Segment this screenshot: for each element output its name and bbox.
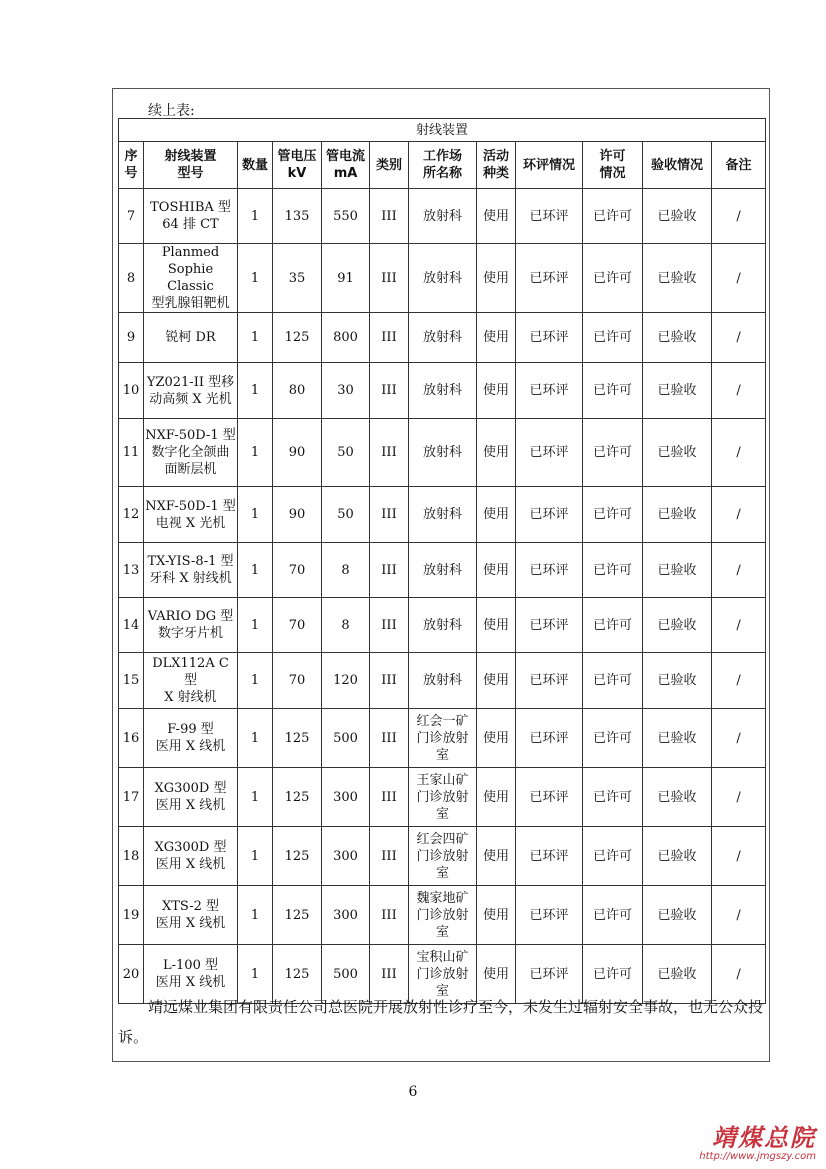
table-cell: TOSHIBA 型 64 排 CT: [144, 189, 238, 244]
column-header: 射线装置 型号: [144, 142, 238, 189]
table-cell: /: [712, 244, 766, 313]
table-cell: 已验收: [643, 768, 712, 827]
table-cell: 125: [273, 886, 322, 945]
table-row: [119, 487, 766, 543]
table-cell: 放射科: [409, 653, 477, 709]
table-row: [119, 886, 766, 945]
table-row: [119, 189, 766, 244]
table-cell: 9: [119, 313, 144, 363]
table-cell: 使用: [477, 363, 516, 419]
table-cell: /: [712, 709, 766, 768]
table-cell: 16: [119, 709, 144, 768]
table-row: [119, 363, 766, 419]
table-cell: 已验收: [643, 709, 712, 768]
table-cell: 30: [322, 363, 370, 419]
table-cell: 20: [119, 945, 144, 1004]
table-cell: 已许可: [583, 827, 643, 886]
table-cell: /: [712, 363, 766, 419]
table-cell: 300: [322, 886, 370, 945]
table-cell: 使用: [477, 886, 516, 945]
table-cell: III: [370, 543, 409, 598]
table-cell: 魏家地矿 门诊放射 室: [409, 886, 477, 945]
table-cell: III: [370, 313, 409, 363]
table-cell: III: [370, 653, 409, 709]
table-cell: 已验收: [643, 363, 712, 419]
table-cell: 使用: [477, 598, 516, 653]
table-cell: 已许可: [583, 709, 643, 768]
table-cell: 1: [238, 709, 273, 768]
table-cell: 8: [322, 598, 370, 653]
table-cell: 使用: [477, 419, 516, 487]
table-cell: 19: [119, 886, 144, 945]
table-cell: 已验收: [643, 653, 712, 709]
table-cell: 1: [238, 543, 273, 598]
table-cell: 1: [238, 313, 273, 363]
table-cell: 1: [238, 827, 273, 886]
table-cell: 放射科: [409, 487, 477, 543]
table-cell: 18: [119, 827, 144, 886]
table-cell: 已验收: [643, 827, 712, 886]
table-cell: 13: [119, 543, 144, 598]
table-cell: 125: [273, 313, 322, 363]
table-cell: 10: [119, 363, 144, 419]
table-cell: 90: [273, 419, 322, 487]
table-cell: 1: [238, 363, 273, 419]
table-cell: /: [712, 189, 766, 244]
column-header: 管电压 kV: [273, 142, 322, 189]
table-cell: 8: [322, 543, 370, 598]
table-cell: VARIO DG 型 数字牙片机: [144, 598, 238, 653]
table-row: [119, 653, 766, 709]
table-cell: 已验收: [643, 487, 712, 543]
table-cell: NXF-50D-1 型 数字化全颌曲 面断层机: [144, 419, 238, 487]
column-header: 许可 情况: [583, 142, 643, 189]
table-cell: 已验收: [643, 189, 712, 244]
column-header: 环评情况: [516, 142, 583, 189]
table-cell: 8: [119, 244, 144, 313]
table-cell: 70: [273, 653, 322, 709]
column-header: 验收情况: [643, 142, 712, 189]
table-cell: 已验收: [643, 945, 712, 1004]
table-cell: /: [712, 543, 766, 598]
table-cell: 使用: [477, 543, 516, 598]
table-cell: 使用: [477, 945, 516, 1004]
table-cell: 使用: [477, 487, 516, 543]
table-cell: 已许可: [583, 543, 643, 598]
table-row: [119, 543, 766, 598]
table-row: [119, 598, 766, 653]
table-cell: 已许可: [583, 313, 643, 363]
table-cell: 已环评: [516, 244, 583, 313]
table-cell: 125: [273, 945, 322, 1004]
table-cell: 红会一矿 门诊放射 室: [409, 709, 477, 768]
table-cell: III: [370, 189, 409, 244]
column-header: 管电流 mA: [322, 142, 370, 189]
column-header: 序 号: [119, 142, 144, 189]
column-header: 活动 种类: [477, 142, 516, 189]
table-cell: /: [712, 827, 766, 886]
table-cell: 已许可: [583, 244, 643, 313]
table-cell: 放射科: [409, 598, 477, 653]
table-cell: III: [370, 709, 409, 768]
watermark-url: http://www.jmgszy.com: [699, 1151, 816, 1162]
table-cell: 500: [322, 709, 370, 768]
table-cell: YZ021-II 型移 动高频 X 光机: [144, 363, 238, 419]
table-cell: III: [370, 886, 409, 945]
table-cell: /: [712, 886, 766, 945]
column-header: 数量: [238, 142, 273, 189]
table-row: [119, 768, 766, 827]
table-cell: 125: [273, 827, 322, 886]
table-row: [119, 709, 766, 768]
table-caption: 射线装置: [119, 119, 766, 142]
radiation-device-table: [118, 118, 766, 1004]
table-cell: 已环评: [516, 827, 583, 886]
table-cell: 90: [273, 487, 322, 543]
table-cell: /: [712, 487, 766, 543]
table-cell: 已许可: [583, 419, 643, 487]
table-cell: 已许可: [583, 363, 643, 419]
table-cell: 已许可: [583, 945, 643, 1004]
table-cell: 50: [322, 487, 370, 543]
table-cell: 已环评: [516, 543, 583, 598]
table-cell: F-99 型 医用 X 线机: [144, 709, 238, 768]
column-header: 工作场 所名称: [409, 142, 477, 189]
table-cell: XG300D 型 医用 X 线机: [144, 768, 238, 827]
table-cell: /: [712, 768, 766, 827]
table-cell: DLX112A C 型 X 射线机: [144, 653, 238, 709]
table-cell: 70: [273, 543, 322, 598]
table-cell: 已验收: [643, 886, 712, 945]
table-cell: III: [370, 945, 409, 1004]
table-cell: 放射科: [409, 543, 477, 598]
table-cell: TX-YIS-8-1 型 牙科 X 射线机: [144, 543, 238, 598]
table-cell: 17: [119, 768, 144, 827]
page-number: 6: [408, 1084, 418, 1100]
table-cell: III: [370, 827, 409, 886]
table-cell: 已许可: [583, 886, 643, 945]
table-row: [119, 313, 766, 363]
table-cell: 已验收: [643, 419, 712, 487]
table-header-row: [119, 142, 766, 189]
table-cell: 使用: [477, 244, 516, 313]
table-cell: 王家山矿 门诊放射 室: [409, 768, 477, 827]
table-cell: 14: [119, 598, 144, 653]
table-cell: 使用: [477, 189, 516, 244]
table-cell: III: [370, 363, 409, 419]
table-cell: 已环评: [516, 313, 583, 363]
table-cell: 11: [119, 419, 144, 487]
table-cell: 放射科: [409, 313, 477, 363]
table-cell: 放射科: [409, 419, 477, 487]
table-cell: 1: [238, 768, 273, 827]
table-cell: NXF-50D-1 型 电视 X 光机: [144, 487, 238, 543]
table-cell: III: [370, 768, 409, 827]
table-cell: 125: [273, 768, 322, 827]
table-cell: 135: [273, 189, 322, 244]
table-cell: XTS-2 型 医用 X 线机: [144, 886, 238, 945]
table-cell: 70: [273, 598, 322, 653]
table-cell: /: [712, 313, 766, 363]
table-cell: 放射科: [409, 244, 477, 313]
table-cell: 1: [238, 189, 273, 244]
column-header: 备注: [712, 142, 766, 189]
table-cell: 已环评: [516, 598, 583, 653]
table-cell: 300: [322, 827, 370, 886]
table-cell: 已环评: [516, 886, 583, 945]
table-cell: 使用: [477, 768, 516, 827]
table-cell: 15: [119, 653, 144, 709]
table-cell: 已许可: [583, 768, 643, 827]
table-cell: 红会四矿 门诊放射 室: [409, 827, 477, 886]
watermark-title: 靖煤总院: [712, 1124, 816, 1152]
table-cell: 50: [322, 419, 370, 487]
table-row: [119, 827, 766, 886]
table-cell: 已环评: [516, 419, 583, 487]
table-cell: 1: [238, 945, 273, 1004]
table-cell: 放射科: [409, 363, 477, 419]
table-cell: 300: [322, 768, 370, 827]
table-cell: 已环评: [516, 487, 583, 543]
table-cell: 80: [273, 363, 322, 419]
table-cell: 已许可: [583, 189, 643, 244]
table-cell: 已许可: [583, 653, 643, 709]
table-cell: III: [370, 487, 409, 543]
table-cell: 12: [119, 487, 144, 543]
table-cell: 已环评: [516, 189, 583, 244]
table-cell: 120: [322, 653, 370, 709]
table-cell: /: [712, 653, 766, 709]
table-cell: III: [370, 598, 409, 653]
table-cell: 1: [238, 244, 273, 313]
table-cell: 已验收: [643, 598, 712, 653]
table-cell: 1: [238, 886, 273, 945]
table-cell: 使用: [477, 313, 516, 363]
table-cell: 已环评: [516, 363, 583, 419]
watermark-logo: [699, 1118, 816, 1162]
table-cell: L-100 型 医用 X 线机: [144, 945, 238, 1004]
table-cell: 使用: [477, 709, 516, 768]
table-cell: /: [712, 419, 766, 487]
table-body: [119, 189, 766, 1004]
table-cell: 放射科: [409, 189, 477, 244]
table-cell: 已验收: [643, 244, 712, 313]
table-cell: Planmed Sophie Classic 型乳腺钼靶机: [144, 244, 238, 313]
continued-label: 续上表:: [148, 103, 195, 119]
table-cell: 125: [273, 709, 322, 768]
table-cell: 已环评: [516, 945, 583, 1004]
table-cell: 已环评: [516, 653, 583, 709]
table-cell: 1: [238, 419, 273, 487]
table-row: [119, 244, 766, 313]
table-cell: 已环评: [516, 768, 583, 827]
table-cell: XG300D 型 医用 X 线机: [144, 827, 238, 886]
table-cell: 已验收: [643, 313, 712, 363]
column-header: 类别: [370, 142, 409, 189]
table-cell: 使用: [477, 827, 516, 886]
table-cell: 1: [238, 653, 273, 709]
table-cell: 已验收: [643, 543, 712, 598]
table-cell: 1: [238, 598, 273, 653]
table-cell: 35: [273, 244, 322, 313]
table-cell: 500: [322, 945, 370, 1004]
table-cell: 800: [322, 313, 370, 363]
table-cell: III: [370, 244, 409, 313]
table-cell: /: [712, 945, 766, 1004]
table-cell: 7: [119, 189, 144, 244]
incident-statement: 靖远煤业集团有限责任公司总医院开展放射性诊疗至今，未发生过辐射安全事故，也无公众投诉。: [118, 998, 764, 1046]
table-cell: 1: [238, 487, 273, 543]
table-cell: 91: [322, 244, 370, 313]
table-cell: 已许可: [583, 598, 643, 653]
table-cell: /: [712, 598, 766, 653]
table-cell: 已环评: [516, 709, 583, 768]
table-cell: 宝积山矿 门诊放射 室: [409, 945, 477, 1004]
table-cell: 550: [322, 189, 370, 244]
table-cell: 已许可: [583, 487, 643, 543]
table-cell: III: [370, 419, 409, 487]
table-cell: 使用: [477, 653, 516, 709]
table-cell: 锐柯 DR: [144, 313, 238, 363]
table-row: [119, 419, 766, 487]
